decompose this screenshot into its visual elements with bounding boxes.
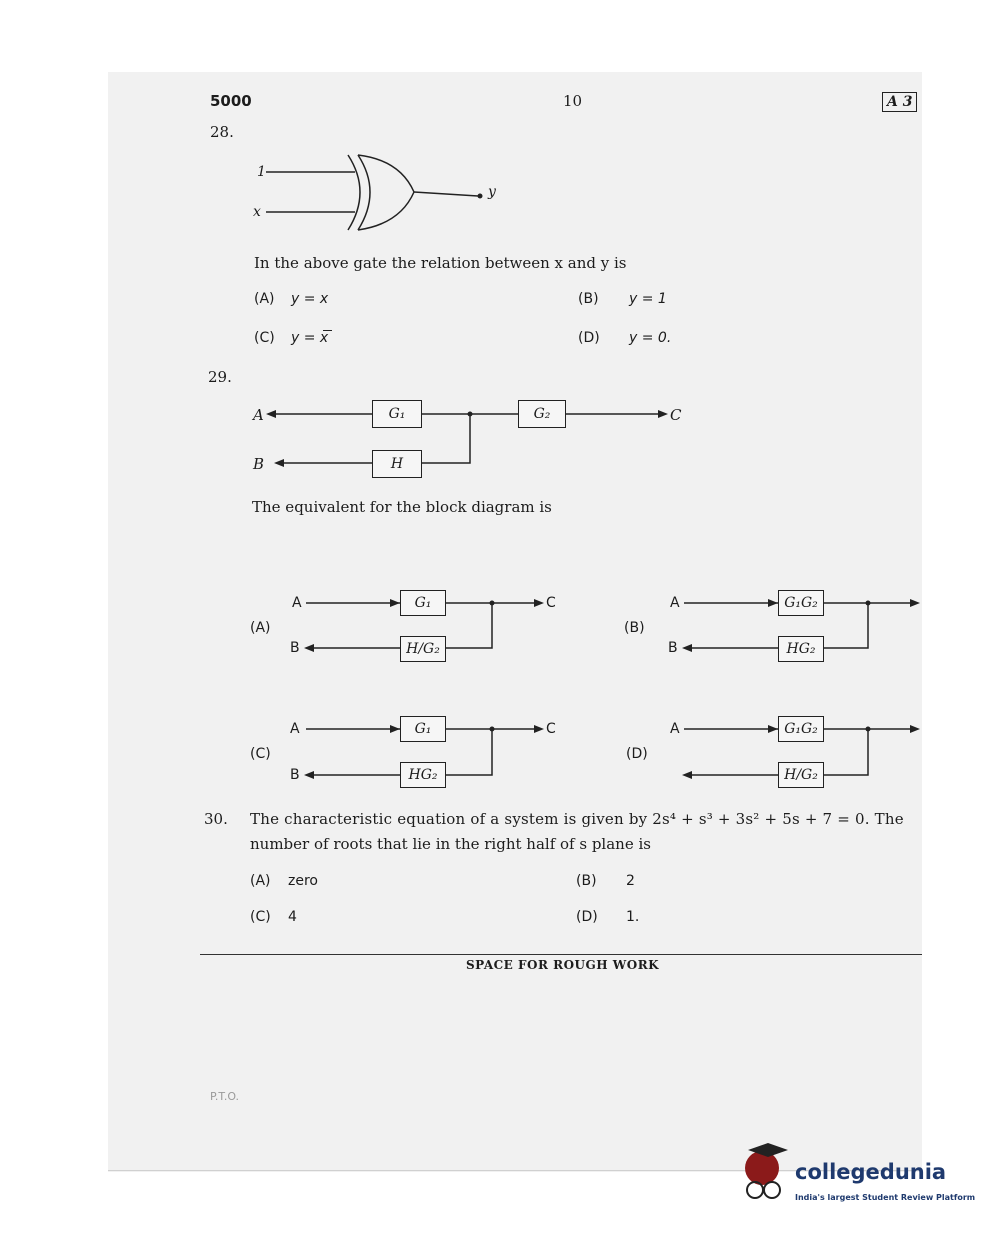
q29-option-c-signal-c: C [546, 721, 556, 737]
rough-work-label: SPACE FOR ROUGH WORK [466, 958, 660, 972]
q29-option-d-label: (D) [626, 746, 648, 762]
q29-option-b-bottom-block: HG₂ [778, 636, 824, 662]
q29-option-a-bottom-block: H/G₂ [400, 636, 446, 662]
q29-option-a-label: (A) [250, 620, 271, 636]
pto-label: P.T.O. [210, 1090, 240, 1103]
brand-name: collegedunia [795, 1160, 947, 1184]
q28-option-a-text: y = x [291, 291, 329, 307]
q28-option-b-label: (B) [578, 291, 599, 307]
q28-option-d-text: y = 0. [629, 330, 672, 346]
q29-option-c-signal-a: A [290, 721, 300, 737]
q29-option-c-bottom-block: HG₂ [400, 762, 446, 788]
q29-option-b-label: (B) [624, 620, 645, 636]
q29-option-b-top-block: G₁G₂ [778, 590, 824, 616]
q29-block-g2: G₂ [518, 400, 566, 428]
q29-option-a-signal-b: B [290, 640, 300, 656]
q28-option-b-text: y = 1 [629, 291, 667, 307]
q29-option-a-signal-a: A [292, 595, 302, 611]
q30-option-a-label: (A) [250, 873, 271, 889]
q28-input-x: x [253, 204, 261, 220]
q29-question: The equivalent for the block diagram is [252, 498, 552, 516]
q28-number: 28. [210, 123, 234, 141]
q28-question: In the above gate the relation between x and y is [254, 254, 627, 272]
q28-option-c-label: (C) [254, 330, 275, 346]
q30-number: 30. [204, 810, 228, 828]
q29-option-b-signal-b: B [668, 640, 678, 656]
q29-option-c-label: (C) [250, 746, 271, 762]
q29-option-b-signal-a: A [670, 595, 680, 611]
q28-output-y: y [488, 184, 496, 200]
q30-option-d-label: (D) [576, 909, 598, 925]
q28-option-a-label: (A) [254, 291, 275, 307]
q29-option-c-top-block: G₁ [400, 716, 446, 742]
q29-number: 29. [208, 368, 232, 386]
q29-signal-c: C [670, 406, 682, 424]
q30-option-a-text: zero [288, 873, 318, 889]
q30-option-c-text: 4 [288, 909, 297, 925]
q29-option-d-bottom-block: H/G₂ [778, 762, 824, 788]
set-code-box: A 3 [882, 92, 917, 112]
q29-option-a-top-block: G₁ [400, 590, 446, 616]
q29-signal-b: B [253, 455, 265, 473]
q29-option-a-signal-c: C [546, 595, 556, 611]
q29-signal-a: A [253, 406, 264, 424]
q30-line-2: number of roots that lie in the right half of s plane is [250, 835, 651, 853]
q29-block-h: H [372, 450, 422, 478]
q29-option-c-signal-b: B [290, 767, 300, 783]
q28-option-c-text: y = x [291, 330, 329, 346]
q29-option-d-top-block: G₁G₂ [778, 716, 824, 742]
q28-option-d-label: (D) [578, 330, 600, 346]
q29-block-g1: G₁ [372, 400, 422, 428]
paper-code: 5000 [210, 92, 252, 110]
brand-tagline: India's largest Student Review Platform [795, 1193, 976, 1202]
q30-option-b-label: (B) [576, 873, 597, 889]
page-number: 10 [563, 92, 583, 110]
q30-option-d-text: 1. [626, 909, 640, 925]
q28-input-1: 1 [257, 164, 266, 180]
q30-option-b-text: 2 [626, 873, 635, 889]
q30-option-c-label: (C) [250, 909, 271, 925]
q30-line-1: The characteristic equation of a system is given by 2s⁴ + s³ + 3s² + 5s + 7 = 0. The [250, 810, 904, 828]
q29-option-d-signal-a: A [670, 721, 680, 737]
